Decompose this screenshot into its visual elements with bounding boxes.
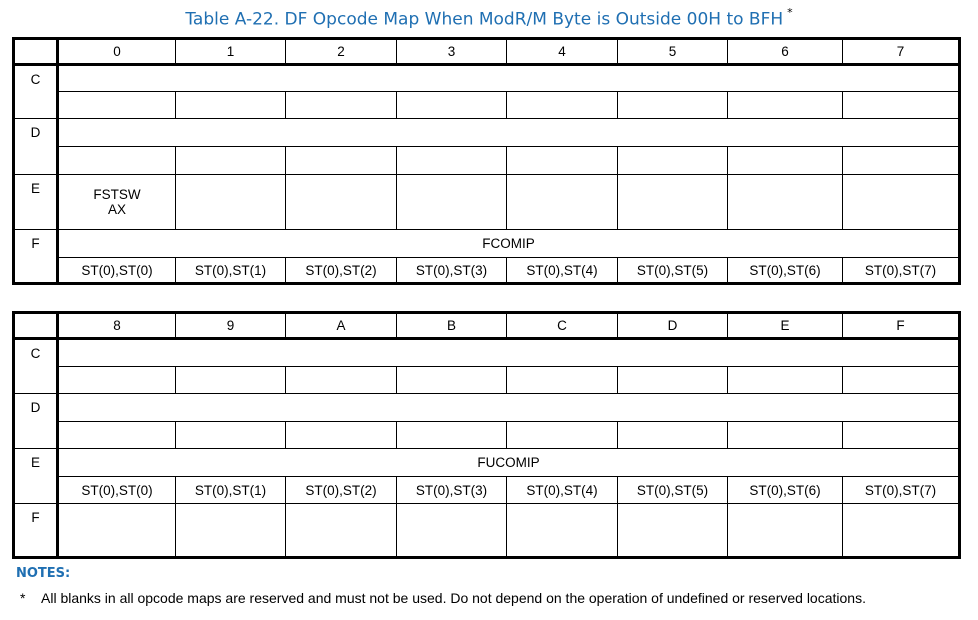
operand-cell: ST(0),ST(1) bbox=[176, 477, 286, 504]
column-header: 2 bbox=[286, 39, 397, 65]
table-row bbox=[14, 504, 960, 558]
table-row bbox=[14, 258, 960, 284]
operand-cell: ST(0),ST(4) bbox=[507, 477, 618, 504]
opcode-cell-fstsw bbox=[58, 175, 176, 230]
corner-cell bbox=[14, 39, 58, 65]
blank-cell bbox=[58, 422, 176, 449]
blank-cell bbox=[843, 92, 960, 119]
row-label-f: F bbox=[14, 230, 58, 284]
operand-cell: ST(0),ST(6) bbox=[728, 258, 843, 284]
blank-cell bbox=[176, 422, 286, 449]
column-header-row bbox=[14, 313, 960, 339]
table-row bbox=[14, 394, 960, 422]
mnemonic-cell-fucomip: FUCOMIP bbox=[58, 449, 960, 477]
operand-cell: ST(0),ST(1) bbox=[176, 258, 286, 284]
blank-cell bbox=[286, 504, 397, 558]
operand-cell: ST(0),ST(3) bbox=[397, 477, 507, 504]
blank-cell bbox=[618, 504, 728, 558]
blank-cell bbox=[843, 147, 960, 175]
corner-cell bbox=[14, 313, 58, 339]
blank-cell bbox=[507, 175, 618, 230]
blank-cell bbox=[728, 147, 843, 175]
operand-cell: ST(0),ST(7) bbox=[843, 258, 960, 284]
table-row bbox=[14, 65, 960, 92]
blank-cell bbox=[286, 175, 397, 230]
footnote-mark: * bbox=[787, 6, 793, 19]
operand-cell: ST(0),ST(5) bbox=[618, 258, 728, 284]
note-item bbox=[20, 590, 866, 606]
note-text: All blanks in all opcode maps are reserved and must not be used. Do not depend on the operation of undefined or reserved locations. bbox=[41, 590, 866, 606]
column-header: 0 bbox=[58, 39, 176, 65]
table-row bbox=[14, 339, 960, 367]
column-header: 3 bbox=[397, 39, 507, 65]
blank-cell bbox=[58, 367, 176, 394]
note-mark: * bbox=[20, 590, 26, 606]
column-header: E bbox=[728, 313, 843, 339]
column-header: B bbox=[397, 313, 507, 339]
merged-blank-cell bbox=[58, 394, 960, 422]
merged-blank-cell bbox=[58, 119, 960, 147]
notes-heading: NOTES: bbox=[16, 566, 71, 581]
blank-cell bbox=[618, 147, 728, 175]
table-row bbox=[14, 119, 960, 147]
column-header: 8 bbox=[58, 313, 176, 339]
table-row bbox=[14, 92, 960, 119]
blank-cell bbox=[58, 147, 176, 175]
column-header: D bbox=[618, 313, 728, 339]
blank-cell bbox=[507, 147, 618, 175]
mnemonic: FSTSW bbox=[93, 187, 141, 202]
blank-cell bbox=[507, 367, 618, 394]
blank-cell bbox=[728, 175, 843, 230]
blank-cell bbox=[507, 422, 618, 449]
blank-cell bbox=[618, 367, 728, 394]
blank-cell bbox=[286, 92, 397, 119]
blank-cell bbox=[507, 92, 618, 119]
blank-cell bbox=[397, 367, 507, 394]
row-label-d: D bbox=[14, 119, 58, 175]
blank-cell bbox=[618, 422, 728, 449]
blank-cell bbox=[507, 504, 618, 558]
operand-cell: ST(0),ST(3) bbox=[397, 258, 507, 284]
blank-cell bbox=[728, 92, 843, 119]
merged-blank-cell bbox=[58, 339, 960, 367]
operand-cell: ST(0),ST(7) bbox=[843, 477, 960, 504]
row-label-f: F bbox=[14, 504, 58, 558]
row-label-e: E bbox=[14, 449, 58, 504]
table-row bbox=[14, 367, 960, 394]
column-header: 4 bbox=[507, 39, 618, 65]
blank-cell bbox=[843, 367, 960, 394]
blank-cell bbox=[728, 422, 843, 449]
column-header: 6 bbox=[728, 39, 843, 65]
operand-cell: ST(0),ST(2) bbox=[286, 477, 397, 504]
mnemonic-cell-fcomip: FCOMIP bbox=[58, 230, 960, 258]
blank-cell bbox=[843, 422, 960, 449]
blank-cell bbox=[58, 92, 176, 119]
table-row bbox=[14, 422, 960, 449]
blank-cell bbox=[58, 504, 176, 558]
blank-cell bbox=[286, 147, 397, 175]
blank-cell bbox=[397, 147, 507, 175]
blank-cell bbox=[397, 175, 507, 230]
column-header: A bbox=[286, 313, 397, 339]
table-row bbox=[14, 147, 960, 175]
blank-cell bbox=[286, 367, 397, 394]
blank-cell bbox=[397, 422, 507, 449]
operand: AX bbox=[107, 202, 126, 217]
blank-cell bbox=[286, 422, 397, 449]
merged-blank-cell bbox=[58, 65, 960, 92]
operand-cell: ST(0),ST(2) bbox=[286, 258, 397, 284]
operand-cell: ST(0),ST(0) bbox=[58, 258, 176, 284]
operand-cell: ST(0),ST(4) bbox=[507, 258, 618, 284]
blank-cell bbox=[843, 504, 960, 558]
column-header: 1 bbox=[176, 39, 286, 65]
operand-cell: ST(0),ST(6) bbox=[728, 477, 843, 504]
table-row bbox=[14, 230, 960, 258]
blank-cell bbox=[397, 92, 507, 119]
blank-cell bbox=[176, 175, 286, 230]
opcode-map-table-0-7 bbox=[12, 37, 961, 285]
row-label-d: D bbox=[14, 394, 58, 449]
table-row bbox=[14, 175, 960, 230]
table-title-text: Table A-22. DF Opcode Map When ModR/M Byte is Outside 00H to BFH bbox=[185, 9, 784, 30]
blank-cell bbox=[728, 504, 843, 558]
table-title bbox=[0, 8, 978, 30]
table-row bbox=[14, 477, 960, 504]
table-row bbox=[14, 449, 960, 477]
blank-cell bbox=[728, 367, 843, 394]
blank-cell bbox=[176, 367, 286, 394]
row-label-c: C bbox=[14, 65, 58, 119]
column-header: 5 bbox=[618, 39, 728, 65]
column-header-row bbox=[14, 39, 960, 65]
operand-cell: ST(0),ST(0) bbox=[58, 477, 176, 504]
column-header: C bbox=[507, 313, 618, 339]
blank-cell bbox=[618, 175, 728, 230]
column-header: F bbox=[843, 313, 960, 339]
row-label-e: E bbox=[14, 175, 58, 230]
blank-cell bbox=[176, 147, 286, 175]
blank-cell bbox=[618, 92, 728, 119]
blank-cell bbox=[843, 175, 960, 230]
operand-cell: ST(0),ST(5) bbox=[618, 477, 728, 504]
blank-cell bbox=[397, 504, 507, 558]
column-header: 7 bbox=[843, 39, 960, 65]
row-label-c: C bbox=[14, 339, 58, 394]
blank-cell bbox=[176, 92, 286, 119]
opcode-map-table-8-f bbox=[12, 311, 961, 559]
blank-cell bbox=[176, 504, 286, 558]
column-header: 9 bbox=[176, 313, 286, 339]
